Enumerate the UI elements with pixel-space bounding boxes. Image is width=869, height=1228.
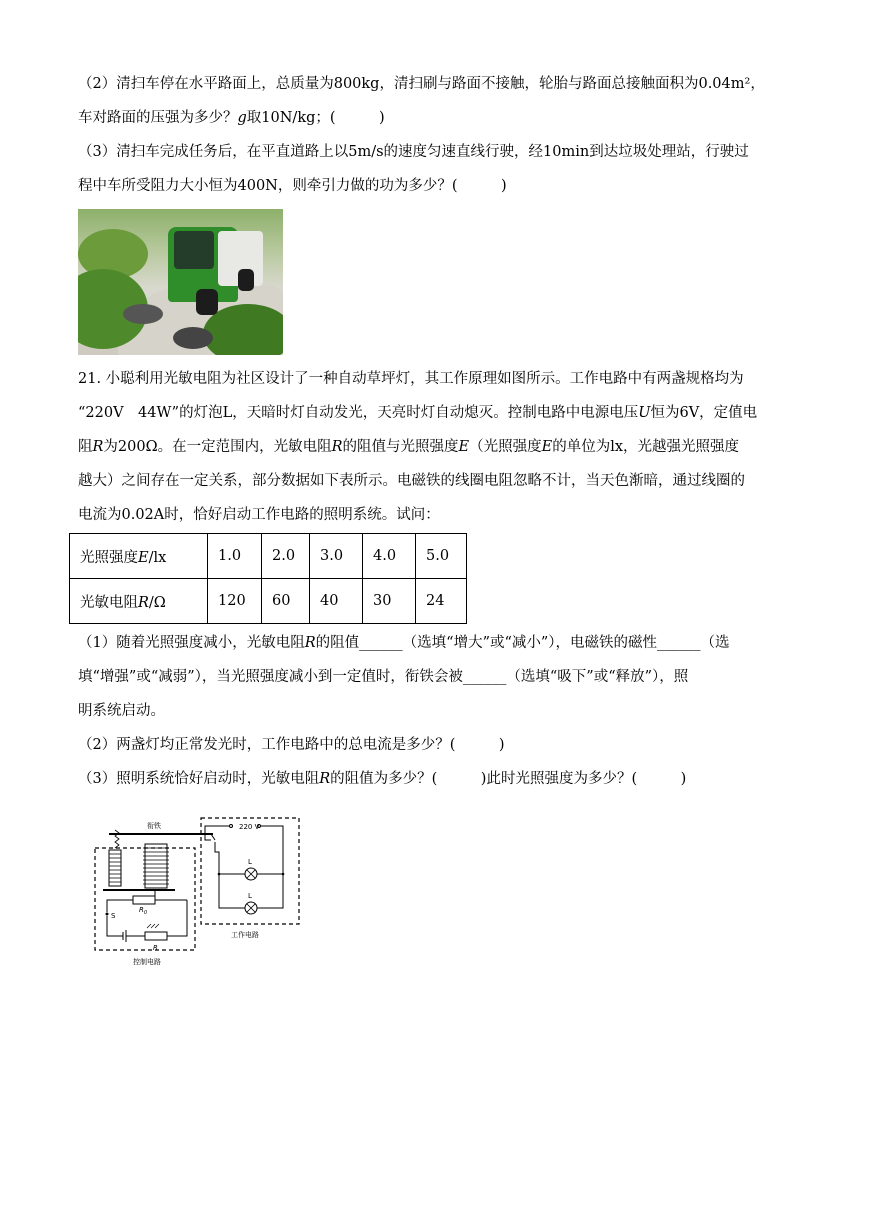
table-cell: 5.0 (416, 534, 467, 579)
p21-e-symbol: E (458, 439, 470, 455)
voltage-label: 220 V (239, 823, 260, 831)
r0-label: $R_0$ (139, 906, 148, 916)
p21-l2-text: “220V 44W”的灯泡L，天暗时灯自动发光，天亮时灯自动熄灭。控制电路中电源电压 (78, 405, 639, 421)
q2-text-b: 取10N/kg；( ) (246, 110, 385, 126)
p21-l3-c: 的阻值与光照强度 (342, 439, 459, 455)
p21-l3-d: （光照强度 (469, 439, 542, 455)
photoresistor (145, 932, 167, 940)
problem-21-line-5: 电流为0.02A时，恰好启动工作电路的照明系统。试问： (78, 507, 440, 523)
sub1-text-b: 的阻值______（选填“增大”或“减小”），电磁铁的磁性______（选 (315, 635, 730, 651)
q2-g-symbol: g (237, 110, 247, 126)
sub2-line: （2）两盏灯均正常发光时，工作电路中的总电流是多少？( ) (78, 737, 505, 753)
q3-line-1: （3）清扫车完成任务后，在平直道路上以5m/s的速度匀速直线行驶，经10min到达垃圾处理站，行驶过 (78, 144, 749, 160)
r0-resistor (133, 896, 155, 904)
problem-21-line-3 (78, 430, 798, 464)
sub3-line (78, 762, 798, 796)
sub1-r-symbol: R (304, 635, 316, 651)
sub1-line-2: 填“增强”或“减弱”），当光照强度减小到一定值时，衔铁会被______（选填“吸下”或“释放”），照 (78, 669, 689, 685)
table-cell: 1.0 (208, 534, 262, 579)
q3-line-2: 程中车所受阻力大小恒为400N，则牵引力做的功为多少？( ) (78, 178, 507, 194)
sub3-text-a: （3）照明系统恰好启动时，光敏电阻 (78, 771, 320, 787)
q2-text-a: 车对路面的压强为多少？ (78, 110, 238, 126)
lamp-2-label: L (248, 892, 252, 900)
p21-l3-e: 的单位为lx，光越强光照强度 (552, 439, 740, 455)
table-cell: 120 (208, 579, 262, 624)
table-cell: 24 (416, 579, 467, 624)
p21-u-symbol: U (638, 405, 651, 421)
circuit-diagram (93, 812, 303, 970)
sub1-text-a: （1）随着光照强度减小，光敏电阻 (78, 635, 305, 651)
switch-s (106, 913, 109, 916)
switch-label: S (111, 912, 116, 920)
table-cell: 40 (310, 579, 363, 624)
problem-21-line-1: 21. 小聪利用光敏电阻为社区设计了一种自动草坪灯，其工作原理如图所示。工作电路中有两盏规格均为 (78, 371, 744, 387)
sub3-r-symbol: R (319, 771, 331, 787)
armature-label: 衔铁 (147, 822, 161, 830)
r-label: R (153, 944, 158, 952)
table-header-resistance: 光敏电阻R/Ω (70, 579, 208, 624)
q2-line-1: （2）清扫车停在水平路面上，总质量为800kg，清扫刷与路面不接触，轮胎与路面总接触面积为0.04m²， (78, 76, 765, 92)
p21-l3-a: 阻 (78, 439, 93, 455)
problem-21-line-2 (78, 396, 798, 430)
street-sweeper-photo (78, 209, 283, 355)
working-label: 工作电路 (231, 931, 259, 939)
control-label: 控制电路 (133, 958, 161, 966)
p21-l3-b: 为200Ω。在一定范围内，光敏电阻 (103, 439, 332, 455)
table-cell: 2.0 (262, 534, 310, 579)
spring-holder (109, 850, 121, 886)
p21-e-symbol-2: E (541, 439, 553, 455)
table-cell: 3.0 (310, 534, 363, 579)
sub1-line-3: 明系统启动。 (78, 703, 165, 719)
p21-r-symbol: R (92, 439, 104, 455)
table-row (70, 534, 467, 579)
table-header-light: 光照强度E/lx (70, 534, 208, 579)
lamp-1-label: L (248, 858, 252, 866)
table-row (70, 579, 467, 624)
p21-l2-text-b: 恒为6V，定值电 (650, 405, 758, 421)
light-resistance-table (69, 533, 467, 624)
sub3-text-b: 的阻值为多少？( )此时光照强度为多少？( ) (330, 771, 687, 787)
problem-21-line-4: 越大）之间存在一定关系，部分数据如下表所示。电磁铁的线圈电阻忽略不计，当天色渐暗，通过线圈的 (78, 473, 745, 489)
table-cell: 4.0 (363, 534, 416, 579)
q2-line-2 (78, 101, 798, 135)
table-cell: 60 (262, 579, 310, 624)
spring (115, 830, 119, 848)
p21-r-symbol-2: R (331, 439, 343, 455)
table-cell: 30 (363, 579, 416, 624)
sub1-line-1 (78, 626, 798, 660)
electromagnet (145, 844, 167, 888)
